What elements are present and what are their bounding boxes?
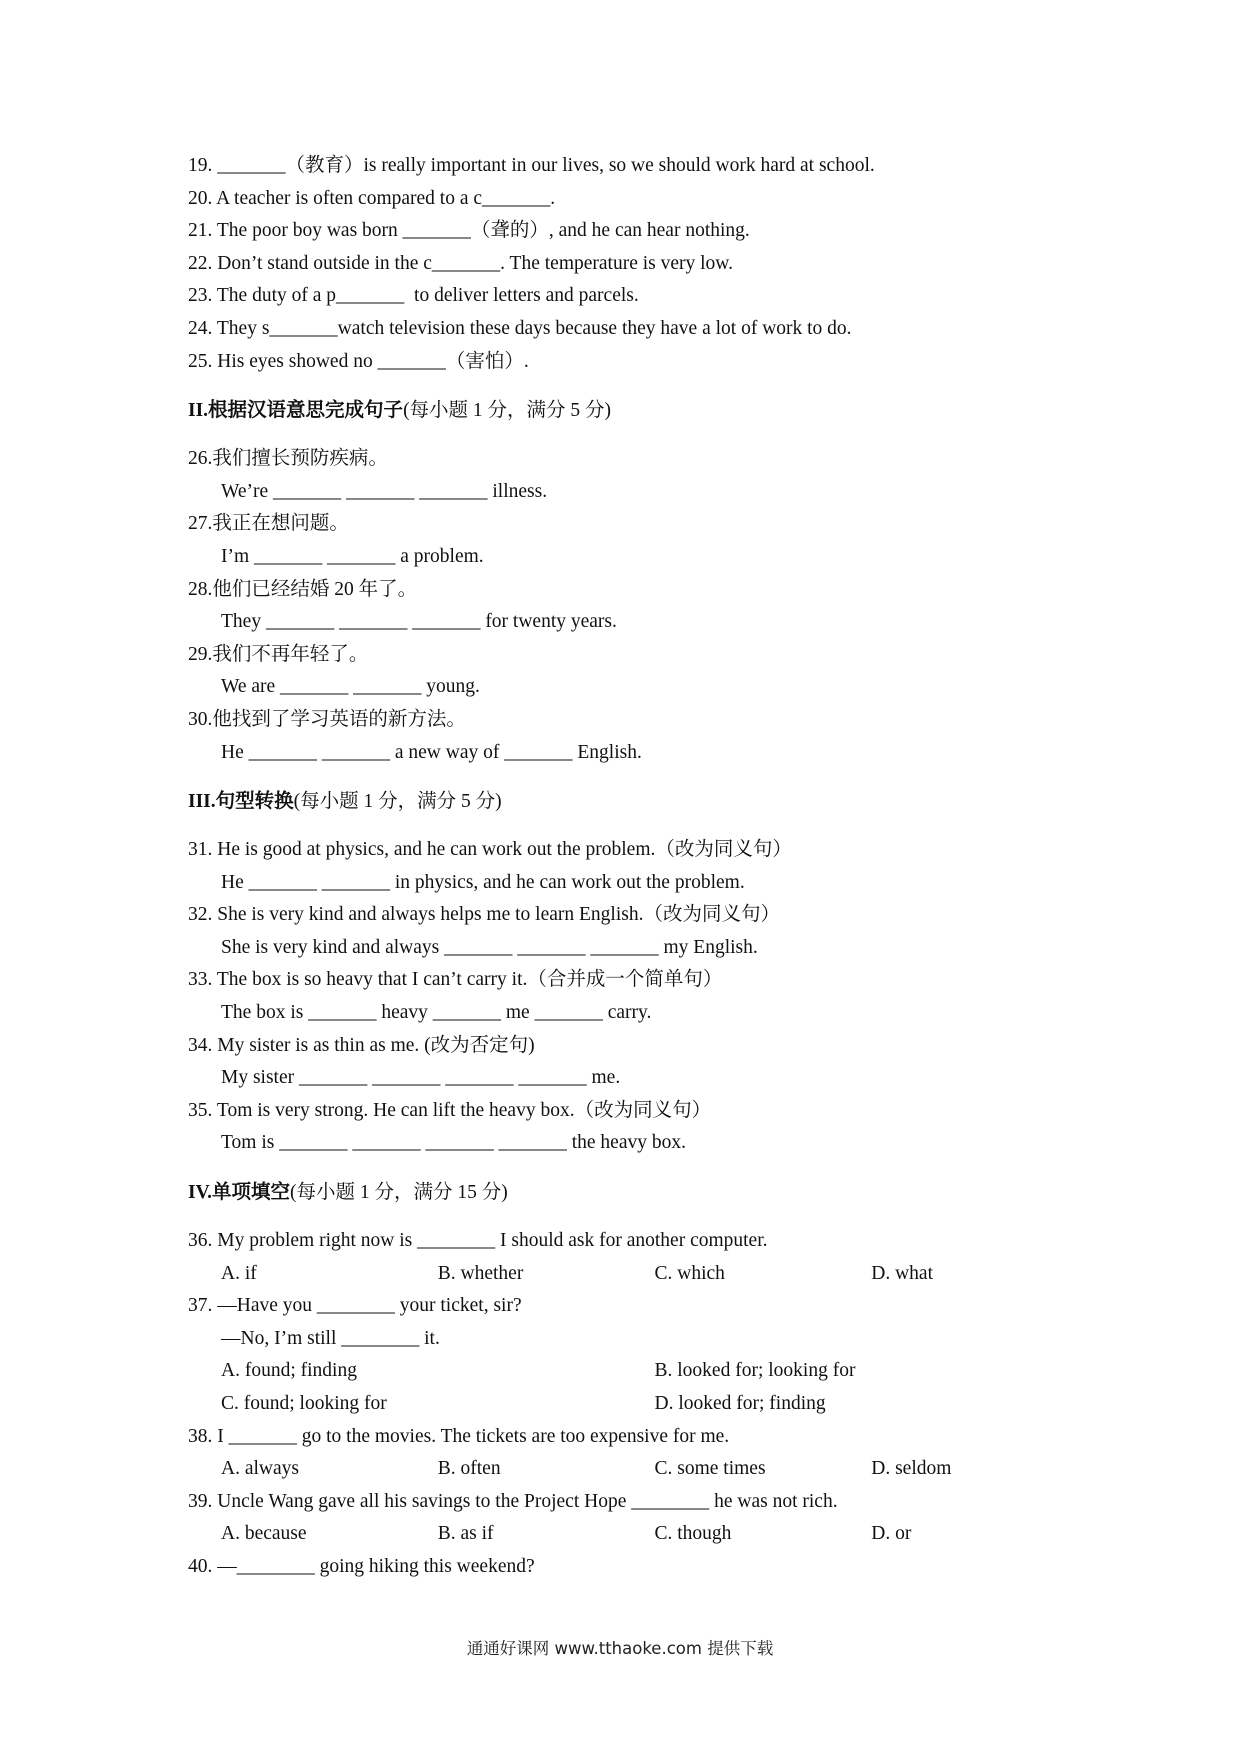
question-38: 38. I _______ go to the movies. The tickets are too expensive for me.: [188, 1425, 730, 1447]
option-b: B. whether: [437, 1262, 524, 1284]
section-4: [188, 1225, 1088, 1584]
option-b: B. as if: [437, 1523, 494, 1545]
option-a: A. because: [221, 1523, 307, 1545]
question-34: 34. My sister is as thin as me. (改为否定句): [188, 1034, 535, 1056]
option-d: D. looked for; finding: [654, 1393, 826, 1414]
option-c: C. found; looking for: [221, 1393, 387, 1414]
option-c: C. though: [654, 1523, 732, 1545]
question-39-options: [188, 1518, 1088, 1551]
question-27-cn: 27.我正在想问题。: [188, 513, 349, 535]
question-33: 33. The box is so heavy that I can’t carry it.（合并成一个简单句）: [188, 969, 723, 991]
question-39: 39. Uncle Wang gave all his savings to the Project Hope ________ he was not rich.: [188, 1490, 838, 1512]
section-3: [188, 834, 1088, 1160]
option-b: B. often: [437, 1458, 501, 1480]
question-31-answer: He _______ _______ in physics, and he can work out the problem.: [221, 871, 745, 893]
part1-continued: [188, 150, 1088, 378]
question-24: 24. They s_______watch television these days because they have a lot of work to do.: [188, 317, 852, 339]
question-35-answer: Tom is _______ _______ _______ _______ the heavy box.: [221, 1132, 686, 1154]
question-30-en: He _______ _______ a new way of _______ English.: [221, 741, 642, 763]
question-36-options: [188, 1258, 1088, 1291]
question-31: 31. He is good at physics, and he can work out the problem.（改为同义句）: [188, 839, 792, 861]
section-2: [188, 443, 1088, 769]
question-28-en: They _______ _______ _______ for twenty years.: [221, 611, 617, 633]
question-28-cn: 28.他们已经结婚 20 年了。: [188, 578, 418, 600]
option-b: B. looked for; looking for: [654, 1360, 856, 1382]
option-a: A. always: [221, 1458, 299, 1480]
option-a: A. found; finding: [221, 1360, 357, 1382]
option-c: C. some times: [654, 1458, 766, 1480]
question-29-en: We are _______ _______ young.: [221, 676, 480, 698]
question-37-options-row1: [188, 1355, 1088, 1388]
question-23: 23. The duty of a p_______ to deliver letters and parcels.: [188, 285, 639, 307]
question-36: 36. My problem right now is ________ I should ask for another computer.: [188, 1230, 768, 1252]
question-27-en: I’m _______ _______ a problem.: [221, 545, 484, 567]
question-37-options-row2: [188, 1388, 1088, 1421]
question-21: 21. The poor boy was born _______（聋的）, and he can hear nothing.: [188, 220, 750, 242]
question-26-en: We’re _______ _______ _______ illness.: [221, 480, 548, 502]
question-29-cn: 29.我们不再年轻了。: [188, 643, 369, 665]
question-20: 20. A teacher is often compared to a c_______.: [188, 187, 556, 209]
section-4-heading: IV.单项填空(每小题 1 分，满分 15 分): [188, 1182, 508, 1204]
footer-credit: 通通好课网 www.tthaoke.com 提供下载: [466, 1639, 774, 1658]
question-37: 37. —Have you ________ your ticket, sir?: [188, 1295, 522, 1317]
question-38-options: [188, 1453, 1088, 1486]
question-22: 22. Don’t stand outside in the c_______. The temperature is very low.: [188, 252, 733, 274]
option-c: C. which: [654, 1262, 725, 1284]
question-34-answer: My sister _______ _______ _______ _______ me.: [221, 1067, 621, 1089]
option-d: D. seldom: [871, 1458, 952, 1480]
exam-page: [188, 150, 1088, 1584]
question-26-cn: 26.我们擅长预防疾病。: [188, 448, 388, 470]
option-d: D. or: [871, 1523, 912, 1545]
option-d: D. what: [871, 1262, 933, 1284]
question-30-cn: 30.他找到了学习英语的新方法。: [188, 708, 466, 730]
option-a: A. if: [221, 1262, 257, 1284]
question-37-reply: —No, I’m still ________ it.: [221, 1327, 440, 1349]
question-40: 40. —________ going hiking this weekend?: [188, 1555, 535, 1577]
section-3-heading: III.句型转换(每小题 1 分，满分 5 分): [188, 791, 502, 813]
question-33-answer: The box is _______ heavy _______ me _______ carry.: [221, 1002, 652, 1024]
question-19: 19. _______（教育）is really important in our lives, so we should work hard at school.: [188, 155, 875, 176]
question-32-answer: She is very kind and always _______ _______ _______ my English.: [221, 936, 758, 958]
question-35: 35. Tom is very strong. He can lift the heavy box.（改为同义句）: [188, 1099, 712, 1121]
section-2-heading: II.根据汉语意思完成句子(每小题 1 分，满分 5 分): [188, 400, 612, 422]
question-32: 32. She is very kind and always helps me to learn English.（改为同义句）: [188, 904, 780, 926]
question-25: 25. His eyes showed no _______（害怕）.: [188, 350, 529, 372]
